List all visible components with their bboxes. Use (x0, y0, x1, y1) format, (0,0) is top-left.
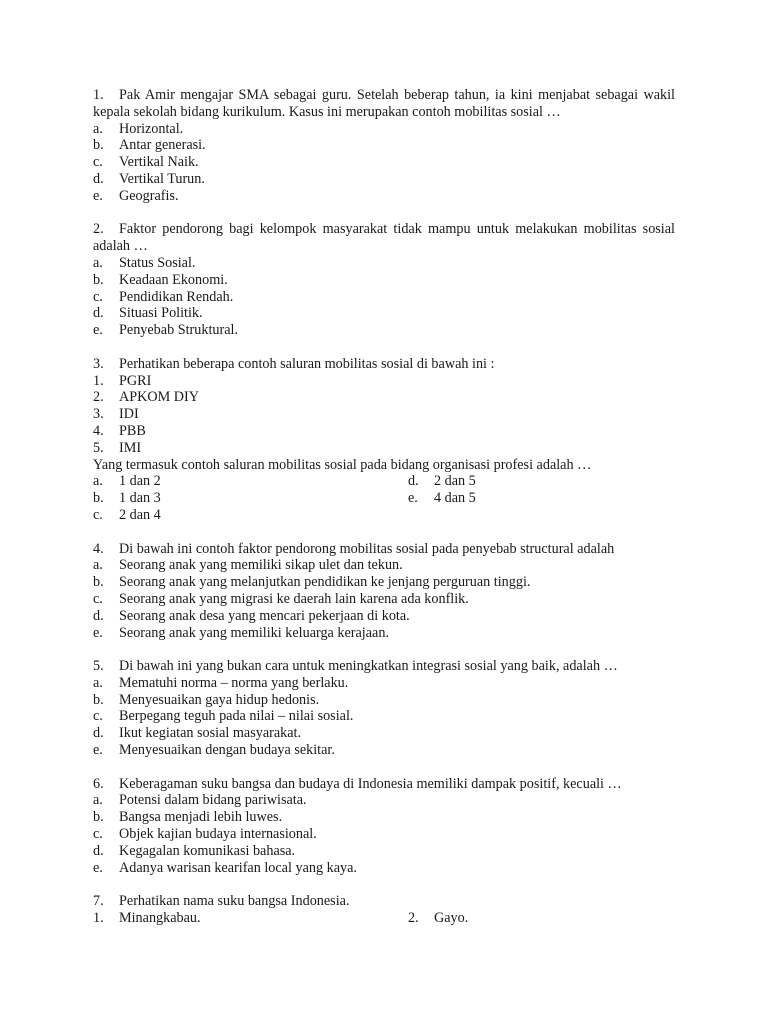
answer-option-label: b. (93, 691, 104, 708)
answer-option-label: e. (93, 859, 103, 876)
answer-option-label: d. (93, 305, 104, 322)
answer-option (93, 591, 675, 608)
answer-option (93, 154, 675, 171)
answer-option-text: Pendidikan Rendah. (119, 288, 234, 305)
statement-item-label: 1. (93, 372, 104, 389)
answer-option-text: Potensi dalam bidang pariwisata. (119, 792, 307, 809)
question-text: Di bawah ini yang bukan cara untuk meningkatkan integrasi sosial yang baik, adalah … (119, 658, 618, 675)
question-7 (93, 893, 675, 927)
question-text: Faktor pendorong bagi kelompok masyarakat tidak mampu untuk melakukan mobilitas sosial adalah … (93, 221, 675, 255)
answer-option-label: e. (93, 187, 103, 204)
statement-items-two-column (93, 910, 675, 927)
answer-option-label: b. (93, 490, 104, 507)
answer-option-label: a. (93, 473, 103, 490)
answer-option-label: a. (93, 674, 103, 691)
answer-option-text: Antar generasi. (119, 137, 206, 154)
answer-option-text: 2 dan 5 (434, 473, 476, 490)
answer-option-text: Seorang anak desa yang mencari pekerjaan di kota. (119, 607, 410, 624)
answer-option-text: Objek kajian budaya internasional. (119, 826, 317, 843)
statement-item (93, 406, 675, 423)
question-number: 5. (93, 658, 104, 675)
answer-option (93, 625, 675, 642)
answer-option-label: a. (93, 792, 103, 809)
question-1 (93, 87, 675, 205)
question-6 (93, 776, 675, 877)
items-left (93, 910, 408, 927)
answer-option (93, 809, 675, 826)
answer-option-label: c. (93, 154, 103, 171)
answer-option-text: Seorang anak yang migrasi ke daerah lain karena ada konflik. (119, 590, 469, 607)
answer-option-label: d. (93, 607, 104, 624)
answer-option-label: c. (93, 506, 103, 523)
question-text: Di bawah ini contoh faktor pendorong mobilitas sosial pada penyebab structural adalah (119, 540, 615, 557)
statement-item-text: PGRI (119, 372, 152, 389)
statement-item (93, 910, 408, 927)
answer-option (93, 843, 675, 860)
answer-option-text: Mematuhi norma – norma yang berlaku. (119, 674, 349, 691)
statement-item-text: Minangkabau. (119, 910, 201, 927)
question-stem (93, 776, 675, 793)
answer-option (93, 305, 675, 322)
answer-option-label: e. (93, 742, 103, 759)
question-number: 7. (93, 893, 104, 910)
statement-item-text: IDI (119, 406, 139, 423)
options-right (408, 473, 723, 523)
answer-option-text: Menyesuaikan dengan budaya sekitar. (119, 742, 335, 759)
statement-item (408, 910, 723, 927)
answer-option (93, 608, 675, 625)
question-4 (93, 541, 675, 642)
answer-option-text: Seorang anak yang memiliki keluarga kerajaan. (119, 624, 389, 641)
question-stem (93, 356, 675, 373)
answer-option-text: Ikut kegiatan sosial masyarakat. (119, 725, 302, 742)
answer-option-label: c. (93, 288, 103, 305)
answer-option-label: b. (93, 574, 104, 591)
answer-option (93, 121, 675, 138)
answer-option-text: Menyesuaikan gaya hidup hedonis. (119, 691, 320, 708)
answer-option-label: b. (93, 137, 104, 154)
statement-item-label: 1. (93, 910, 104, 927)
answer-option (93, 507, 408, 524)
answer-option-text: 2 dan 4 (119, 506, 161, 523)
answer-option-text: Bangsa menjadi lebih luwes. (119, 809, 283, 826)
question-5 (93, 658, 675, 759)
answer-option-label: e. (93, 624, 103, 641)
answer-option (408, 473, 723, 490)
answer-option (93, 171, 675, 188)
answer-option-text: Keadaan Ekonomi. (119, 271, 228, 288)
answer-option-text: Seorang anak yang melanjutkan pendidikan ke jenjang perguruan tinggi. (119, 574, 531, 591)
statement-item-text: PBB (119, 422, 146, 439)
question-number: 2. (93, 221, 104, 238)
answer-option (93, 574, 675, 591)
question-substem: Yang termasuk contoh saluran mobilitas sosial pada bidang organisasi profesi adalah … (93, 456, 592, 473)
answer-option (93, 860, 675, 877)
answer-option (93, 473, 408, 490)
answer-option (93, 188, 675, 205)
question-number: 4. (93, 540, 104, 557)
answer-option-text: Vertikal Naik. (119, 154, 199, 171)
question-number: 1. (93, 87, 104, 103)
answer-option-text: Kegagalan komunikasi bahasa. (119, 842, 296, 859)
answer-option-text: Vertikal Turun. (119, 170, 205, 187)
answer-option-label: d. (93, 725, 104, 742)
answer-option-label: c. (93, 590, 103, 607)
statement-item (93, 423, 675, 440)
answer-options-two-column (93, 473, 675, 523)
answer-option (93, 490, 408, 507)
answer-option (93, 272, 675, 289)
question-3 (93, 356, 675, 524)
answer-option-text: Geografis. (119, 187, 179, 204)
options-left (93, 473, 408, 523)
answer-option (93, 255, 675, 272)
question-text: Pak Amir mengajar SMA sebagai guru. Setelah beberap tahun, ia kini menjabat sebagai wakil kepala sekolah bidang kurikulum. Kasus ini merupakan contoh mobilitas sosial … (93, 87, 675, 120)
question-text: Keberagaman suku bangsa dan budaya di Indonesia memiliki dampak positif, kecuali … (119, 775, 622, 792)
answer-option-label: a. (93, 557, 103, 574)
answer-option-label: e. (93, 322, 103, 339)
answer-option (93, 322, 675, 339)
answer-option-text: Horizontal. (119, 120, 184, 137)
answer-option (93, 692, 675, 709)
question-stem (93, 87, 675, 121)
question-2 (93, 221, 675, 339)
answer-option-text: Adanya warisan kearifan local yang kaya. (119, 859, 357, 876)
answer-option-text: 1 dan 2 (119, 473, 161, 490)
question-text: Perhatikan nama suku bangsa Indonesia. (119, 893, 350, 910)
answer-option (93, 675, 675, 692)
statement-item-text: Gayo. (434, 910, 469, 927)
answer-option-label: d. (93, 842, 104, 859)
question-number: 6. (93, 775, 104, 792)
question-stem (93, 658, 675, 675)
answer-option-label: b. (93, 271, 104, 288)
answer-option (93, 742, 675, 759)
items-right (408, 910, 723, 927)
statement-item (93, 440, 675, 457)
statement-item-text: IMI (119, 439, 142, 456)
answer-option-text: Status Sosial. (119, 254, 196, 271)
document-page (93, 87, 675, 944)
answer-option-label: a. (93, 120, 103, 137)
answer-option-label: c. (93, 708, 103, 725)
answer-option-text: Seorang anak yang memiliki sikap ulet dan tekun. (119, 557, 403, 574)
answer-option-label: d. (408, 473, 419, 490)
statement-item-text: APKOM DIY (119, 389, 200, 406)
answer-option (93, 137, 675, 154)
answer-option (93, 725, 675, 742)
statement-item-label: 3. (93, 406, 104, 423)
statement-item (93, 373, 675, 390)
question-number: 3. (93, 355, 104, 372)
answer-option-text: Situasi Politik. (119, 305, 203, 322)
question-text: Perhatikan beberapa contoh saluran mobilitas sosial di bawah ini : (119, 355, 495, 372)
statement-item-label: 5. (93, 439, 104, 456)
answer-option (93, 792, 675, 809)
answer-option (93, 708, 675, 725)
answer-option-text: Penyebab Struktural. (119, 322, 238, 339)
answer-option (93, 289, 675, 306)
statement-item (93, 389, 675, 406)
answer-option (408, 490, 723, 507)
answer-option-text: 1 dan 3 (119, 490, 161, 507)
answer-option-text: 4 dan 5 (434, 490, 476, 507)
question-stem (93, 893, 675, 910)
answer-option-label: c. (93, 826, 103, 843)
answer-option (93, 826, 675, 843)
question-stem (93, 541, 675, 558)
answer-option-text: Berpegang teguh pada nilai – nilai sosial. (119, 708, 354, 725)
statement-item-label: 4. (93, 422, 104, 439)
answer-option (93, 557, 675, 574)
question-stem (93, 221, 675, 255)
answer-option-label: d. (93, 170, 104, 187)
answer-option-label: b. (93, 809, 104, 826)
statement-item-label: 2. (93, 389, 104, 406)
statement-item-label: 2. (408, 910, 419, 927)
answer-option-label: a. (93, 254, 103, 271)
answer-option-label: e. (408, 490, 418, 507)
